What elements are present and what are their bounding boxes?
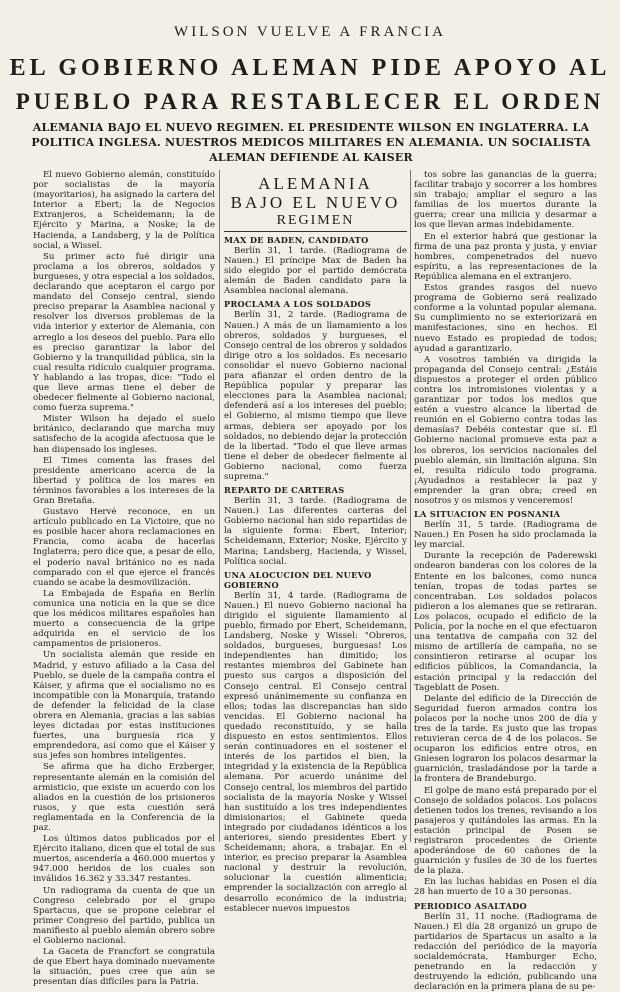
paragraph: En las luchas habidas en Posen el día 28 han muerto de 10 a 30 personas. <box>414 877 597 898</box>
paragraph: Berlín 31, 5 tarde. (Radiograma de Nauen.) En Posen ha sido proclamada la ley marcial. <box>414 520 597 551</box>
main-headline-line-1: EL GOBIERNO ALEMAN PIDE APOYO AL <box>9 55 611 81</box>
article-body: Berlín 31, 2 tarde. (Radiograma de Nauen.) A más de un llamamiento a los obreros, soldados y burgueses, el Consejo central de los obreros y soldados dirige otro a los soldados. Es necesario consolidar el nuevo Gobierno nacional para afianzar el orden dentro de la República popular y preparar las elecciones para la Asamblea nacional; defenderá así a los intereses del pueblo; el Gobierno, al mismo tiempo que lleve armas, debiera ser apoyado por los soldados, no debiendo dejar la protección de la libertad. "Todo el que lleve armas tiene el deber de obedecer fielmente al Gobierno nacional, como fuerza suprema." <box>224 310 407 482</box>
article-heading: UNA ALOCUCION DEL NUEVO GOBIERNO <box>224 569 372 590</box>
sub-headline: ALEMANIA BAJO EL NUEVO REGIMEN. EL PRESIDENTE WILSON EN INGLATERRA. LA POLITICA INGLESA. NUESTROS MEDICOS MILITARES EN ALEMANIA. UN SOCIALISTA ALEMAN DEFIENDE AL KAISER <box>31 121 591 164</box>
paragraph: A vosotros también va dirigida la propaganda del Consejo central: ¿Estáis dispuestos a proteger el orden público contra los intromisiones violentas y a garantizar por todos los medios que estén a vuestro alcance la libertad de reunión en el Gobierno contra todas las demasías? Debéis contestar que sí. El Gobierno nacional promueve esta paz a los obreros, los servicios nacionales del pueblo alemán, sin limitación alguna. Sin el, resulta ridículo todo programa. ¡Ayudadnos a restablecer la paz y emprender la gran obra; creed en nosotros y os mismos y venceremos! <box>414 354 597 506</box>
article-heading: MAX DE BADEN, CANDIDATO <box>224 235 369 245</box>
section-title-line-1: ALEMANIA <box>258 174 373 193</box>
paragraph: Mister Wilson ha dejado el suelo británico, declarando que marcha muy satisfecho de la acogida afectuosa que le han dispensado los ingleses. <box>33 414 215 455</box>
paragraph: La Embajada de España en Berlín comunica una noticia en la que se dice que los médicos militares españoles han muerto a consecuencia de la gripe adquirida en el servicio de los campamentos de prisioneros. <box>33 588 215 650</box>
paragraph: Berlín 31, 11 noche. (Radiograma de Nauen.) El día 28 organizó un grupo de partidarios de Spartacus un asalto a la redacción del periódico de la mayoría socialdemócrata, Hamburger Echo, penetrando en la redacción y destruyendo la edición, publicando una declaración en la primera plana de su pe- <box>414 911 597 992</box>
divider <box>224 231 407 232</box>
section-title-line-3: REGIMEN <box>276 213 355 228</box>
article-heading-periodico: PERIODICO ASALTADO <box>414 900 527 911</box>
paragraph: El nuevo Gobierno alemán, constituído por socialistas de la mayoría (mayoritarios), ha asignado la cartera del Interior a Ebert; la de Negocios Extranjeros, a Scheidemann; la de Ejército y Marina, a Noske; la de Hacienda, a Landsberg, y la de Política social, a Wissel. <box>33 170 215 251</box>
column-summary <box>33 170 215 988</box>
section-title-line-2: BAJO EL NUEVO <box>230 193 401 212</box>
article-body: Berlín 31, 3 tarde. (Radiograma de Nauen.) Las diferentes carteras del Gobierno nacional han sido repartidas de la siguiente forma: Ebert, Interior; Scheidemann, Exterior; Noske, Ejército y Marina; Landsberg, Hacienda, y Wissel, Política social. <box>224 496 407 567</box>
paragraph: El golpe de mano está preparado por el Consejo de soldados polacos. Los polacos detienen todos los trenes, revisando a los pasajeros y quitándoles las armas. En la estación principal de Posen se registraron procedentes de Oriente apoderándose de 60 cañones de la guarnición y fusiles de 30 de los fuertes de la plaza. <box>414 785 597 877</box>
paragraph: Durante la recepción de Paderewski ondearon banderas con los colores de la Entente en los balcones, como nunca tenían, tropas de todas partes se concentraban. Los soldados polacos pidieron a los alemanes que se retiraran. Los polacos, ocupado el edificio de la Policía, por la noche en el que efectuaron una tentativa de campaña con 32 del mismo de artillería de campaña, no se consintieron retirarse al ocupar los edificios públicos, la Comandancia, la estación principal y la redacción del Tageblatt de Posen. <box>414 551 597 693</box>
article-heading: REPARTO DE CARTERAS <box>224 485 345 496</box>
article-body: Berlín 31, 1 tarde. (Radiograma de Nauen.) El príncipe Max de Baden ha sido elegido por el partido demócrata alemán de Baden candidato para la Asamblea nacional alemana. <box>224 246 407 297</box>
paragraph: Gustavo Hervé reconoce, en un artículo publicado en La Victoire, que no es posible hacer ahora reclamaciones en Francia, como acaba de hacerlas Inglaterra; pero dice que, a pesar de ello, el poderío naval británico no es nada comparado con el que ejerce el francés cuando se acabe la desmovilización. <box>33 507 215 588</box>
paragraph: En el exterior habrá que gestionar la firma de una paz pronta y justa, y enviar hombres, compenetrados del nuevo espíritu, a las representaciones de la República alemana en el extranjero. <box>414 231 597 282</box>
paragraph: Su primer acto fué dirigir una proclama a los obreros, soldados y burgueses, y otra especial a los soldados, declarando que aceptaron el cargo por mandato del Consejo central, siendo preciso preparar la Asamblea nacional y resolver los diversos problemas de la vida interior y exterior de Alemania, con arreglo a los deseos del pueblo. Para ello es preciso garantizar la labor del Gobierno y la tranquilidad pública, sin la cual resulta ridículo cualquier programa. Y hablando a las tropas, dice: "Todo el que lleve armas tiene el deber de obedecer fielmente al Gobierno nacional, como fuerza suprema." <box>33 251 215 414</box>
paragraph: Se afirma que ha dicho Erzberger, representante alemán en la comisión del armisticio, que existe un acuerdo con los aliados en la cuestión de los prisioneros rusos, y que esta cuestión será reglamentada en la Conferencia de la paz. <box>33 762 215 833</box>
article-heading-posnania: LA SITUACION EN POSNANIA <box>414 509 561 520</box>
column-rule-left <box>219 170 220 842</box>
column-rule-right <box>410 170 411 842</box>
paragraph: Delante del edificio de la Dirección de Seguridad fueron armados contra los polacos por la noche unos 200 de día y tres de la tarde. Es justo que las tropas retuvieran cerca de 4 de los polacos. Se ocuparon los edificios entre otros, en Gniesen lograron los polacos desarmar la guarnición, trasladándose por la tarde a la frontera de Brandeburgo. <box>414 693 597 785</box>
paragraph: Los últimos datos publicados por el Ejército italiano, dicen que el total de sus muertos, ascendería a 460.000 muertos y 947.000 heridos de los cuales son inválidos 16.362 y 33.347 restantes. <box>33 834 215 885</box>
paragraph: tos sobre las ganancias de la guerra; facilitar trabajo y socorrer a los hombres sin trabajo; ampliar el seguro a las familias de los muertos durante la guerra; crear una milicia y desarmar a los que llevan armas indebidamente. <box>414 170 597 231</box>
paragraph: Un radiograma da cuenta de que un Congreso celebrado por el grupo Spartacus, que se propone celebrar el primer Congreso del partido, publica un manifiesto al pueblo alemán obrero sobre el Gobierno nacional. <box>33 885 215 947</box>
paragraph: El Times comenta las frases del presidente americano acerca de la libertad y política de los mares en términos favorables a los intereses de la Gran Bretaña. <box>33 455 215 506</box>
kicker-headline: WILSON VUELVE A FRANCIA <box>174 24 446 40</box>
paragraph: La Gaceta de Francfort se congratula de que Ebert haya dominado nuevamente la situación, pues cree que aún se presentan días difíciles para la Patria. <box>33 947 215 988</box>
paragraph: Estos grandes rasgos del nuevo programa de Gobierno será realizado conforme a la voluntad popular alemana. Su cumplimiento no se exteriorizará en manifestaciones, sino en hechos. El nuevo Estado es propiedad de todos; ayudad a garantizarlo. <box>414 283 597 354</box>
column-alemania <box>224 170 407 914</box>
article-body: Berlín 31, 4 tarde. (Radiograma de Nauen.) El nuevo Gobierno nacional ha dirigido el siguiente llamamiento al pueblo, firmado por Ebert, Scheidemann, Landsberg, Noske y Wissel: "Obreros, soldados, burgueses, burguesas! Los independientes han dimitido; los restantes miembros del Gabinete han puesto sus cargos a disposición del Consejo central. El Consejo central expresó unánimemente su confianza en ellos; todas las discrepancias han sido vencidas. El Gobierno nacional ha quedado reconstituído, y se halla dispuesto en estos sentimientos. Ellos serán continuadores en el sostener el interés de los partidos el bien, la integridad y la existencia de la República alemana. Por acuerdo unánime del Consejo central, los miembros del partido socialista de la mayoría Noske y Wissel han sustituído a los tres independientes dimisionarios; el Gabinete queda integrado por ciudadanos idénticos a los anteriores, siendo presidentes Ebert y Scheidemann; ahora, a trabajar. En el interior, es preciso preparar la Asamblea nacional y destruir la revolución, solucionar la cuestión alimenticia; emprender la socialización con arreglo al desarrollo económico de la industria; establecer nuevos impuestos <box>224 590 407 914</box>
column-continued <box>414 170 597 992</box>
article-heading: PROCLAMA A LOS SOLDADOS <box>224 299 372 310</box>
paragraph: Un socialista alemán que reside en Madrid, y estuvo afiliado a la Casa del Pueblo, se duele de la campaña contra el Káiser, y afirma que el socialismo no es incompatible con la Monarquía, tratando de defender la felicidad de la clase obrera en Alemania, gracias a las sabias leyes dictadas por estas instituciones fuertes, una burguesía rica y emprendedora, así como que el Káiser y sus jefes son hombres inteligentes. <box>33 650 215 762</box>
main-headline-line-2: PUEBLO PARA RESTABLECER EL ORDEN <box>15 89 605 114</box>
